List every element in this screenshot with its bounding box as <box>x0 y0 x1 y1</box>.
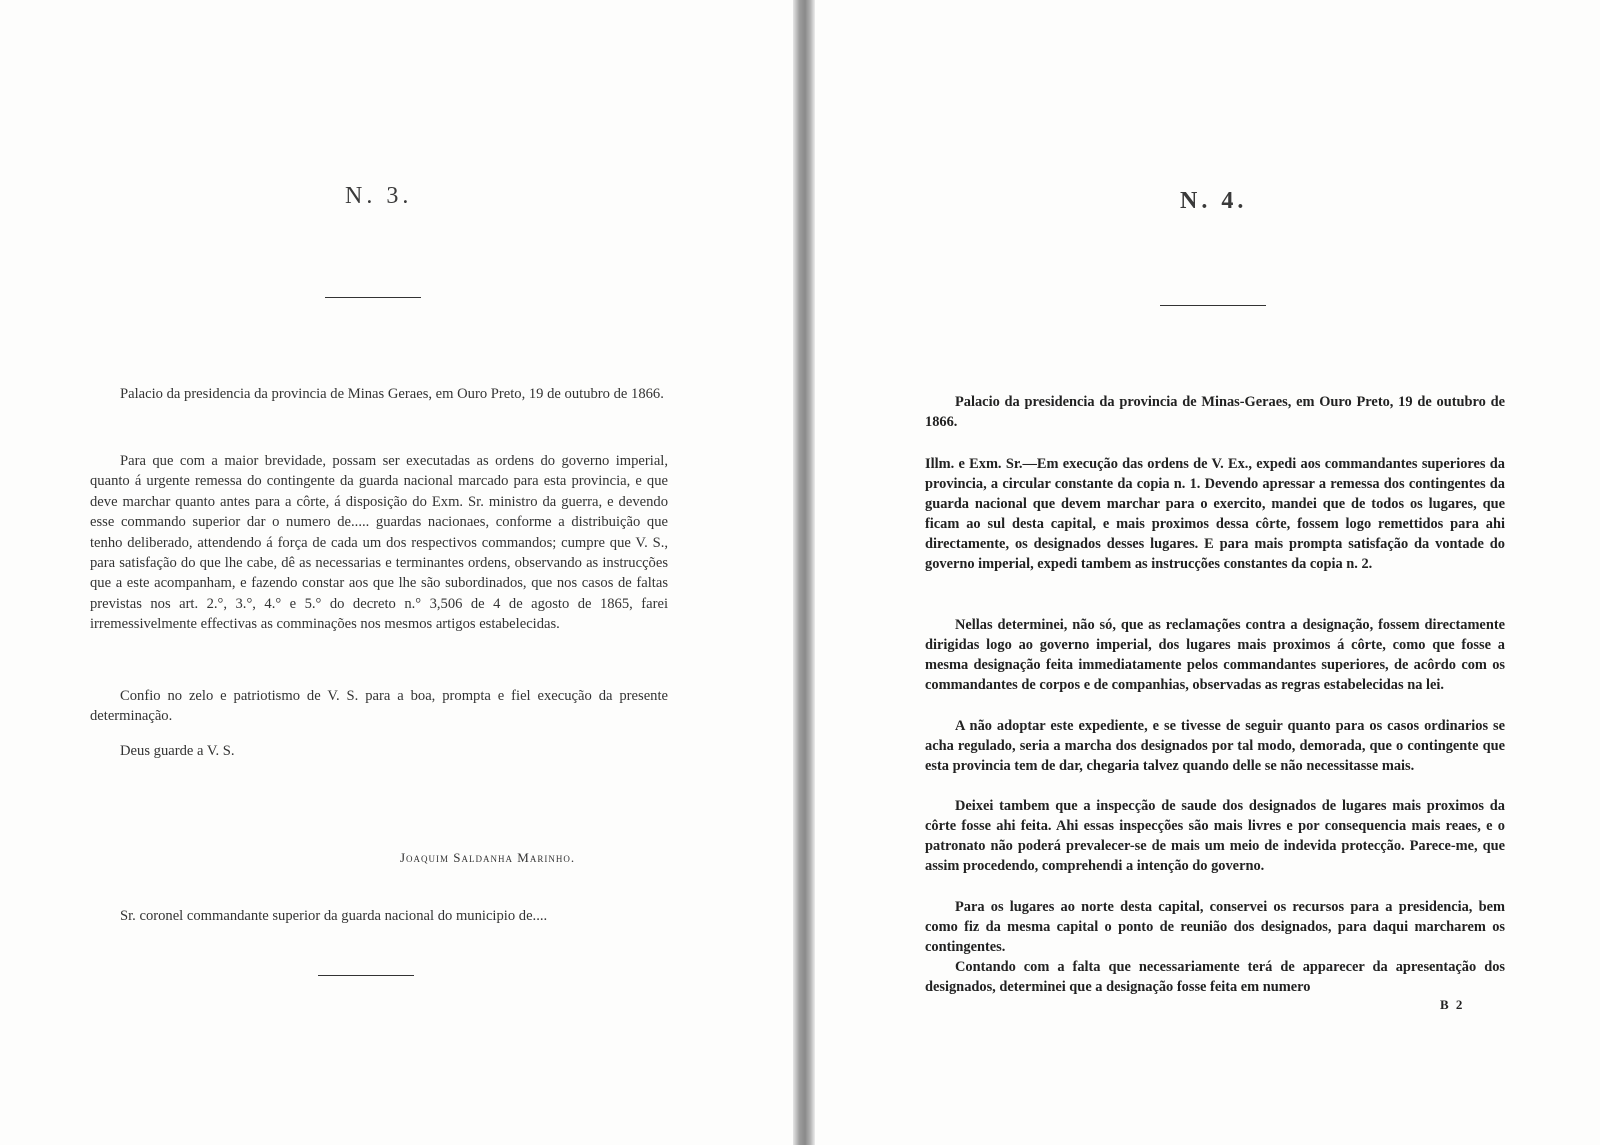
document-number: N. 3. <box>345 183 413 209</box>
divider-rule <box>325 297 421 298</box>
dateline: Palacio da presidencia da provincia de Minas-Geraes, em Ouro Preto, 19 de outubro de 1866. <box>925 394 1505 431</box>
paragraph: Confio no zelo e patriotismo de V. S. para a boa, prompta e fiel execução da presente determinação. <box>90 688 668 725</box>
paragraph: Illm. e Exm. Sr.—Em execução das ordens de V. Ex., expedi aos commandantes superiores da provincia, a circular constante da copia n. 1. Devendo apressar a remessa dos contingentes da guarda nacional que devem marchar para o exercito, mandei que de todos os lugares, que ficam ao sul desta capital, e mais proximos dessa côrte, fossem logo remettidos para ahi directamente, os designados desses lugares. E para mais prompta satisfação da vontade do governo imperial, expedi tambem as instrucções constantes da copia n. 2. <box>925 456 1505 573</box>
sheet-signature-mark: B 2 <box>1440 997 1465 1012</box>
divider-rule <box>1160 305 1266 306</box>
paragraph: Para os lugares ao norte desta capital, conservei os recursos para a presidencia, bem como fiz da mesma capital o ponto de reunião dos designados, para daqui marcharem os contingentes. <box>925 899 1505 956</box>
signature: Joaquim Saldanha Marinho. <box>400 850 576 865</box>
divider-rule <box>318 975 414 976</box>
book-gutter <box>793 0 815 1145</box>
paragraph: Nellas determinei, não só, que as reclamações contra a designação, fossem directamente dirigidas logo ao governo imperial, dos lugares mais proximos á côrte, como que fosse a mesma designação feita immediatamente pelos commandantes superiores, de acôrdo com os commandantes de corpos e de companhias, observadas as regras estabelecidas na lei. <box>925 617 1505 694</box>
addressee: Sr. coronel commandante superior da guarda nacional do municipio de.... <box>120 908 548 924</box>
paragraph: Deixei tambem que a inspecção de saude dos designados de lugares mais proximos da côrte fosse ahi feita. Ahi essas inspecções são mais livres e por consequencia mais reaes, e o patronato não poderá prevalecer-se de mais um meio de indevida protecção. Parece-me, que assim procedendo, comprehendi a intenção do governo. <box>925 798 1505 875</box>
dateline: Palacio da presidencia da provincia de Minas Geraes, em Ouro Preto, 19 de outubro de 1866. <box>120 386 664 402</box>
closing: Deus guarde a V. S. <box>120 743 235 759</box>
paragraph: Para que com a maior brevidade, possam ser executadas as ordens do governo imperial, quanto á urgente remessa do contingente da guarda nacional marcado para esta provincia, e que deve marchar quanto antes para a côrte, á disposição do Exm. Sr. ministro da guerra, e devendo esse commando superior dar o numero de..... guardas nacionaes, conforme a distribuição que tenho deliberado, attendendo á força de cada um dos respectivos commandos; cumpre que V. S., para satisfação do que lhe cabe, dê as necessarias e terminantes ordens, observando as instrucções que a este acompanham, e fazendo constar aos que lhe são subordinados, que nos casos de faltas previstas nos art. 2.°, 3.°, 4.° e 5.° do decreto n.° 3,506 de 4 de agosto de 1865, farei irremessivelmente effectivas as comminações nos mesmos artigos estabelecidas. <box>90 453 668 633</box>
document-number: N. 4. <box>1180 188 1248 214</box>
paragraph: Contando com a falta que necessariamente terá de apparecer da apresentação dos designados, determinei que a designação fosse feita em numero <box>925 959 1505 996</box>
paragraph: A não adoptar este expediente, e se tivesse de seguir quanto para os casos ordinarios se acha regulado, seria a marcha dos designados por tal modo, demorada, que o contingente que esta provincia tem de dar, chegaria talvez quando delle se não necessitasse mais. <box>925 718 1505 775</box>
left-page <box>0 0 793 1145</box>
right-page <box>815 0 1600 1145</box>
